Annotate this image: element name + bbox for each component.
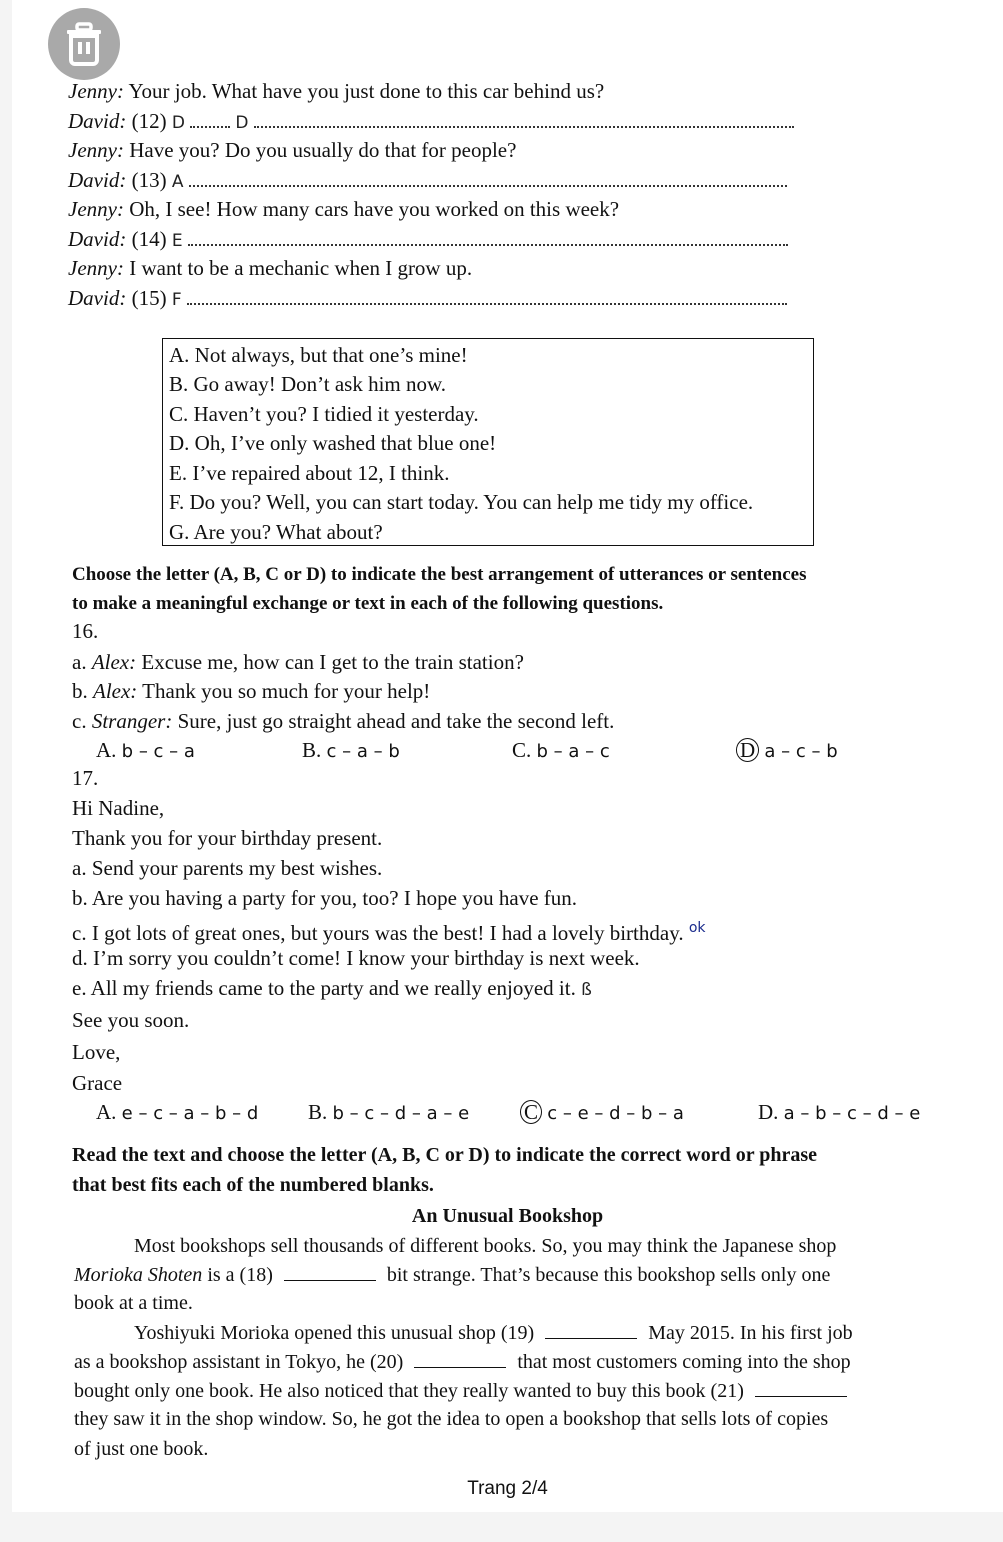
letter-closing: Love,	[72, 1040, 121, 1064]
handwritten-answer: D	[171, 113, 185, 133]
passage-line: book at a time.	[74, 1292, 193, 1314]
q17-item-e	[72, 975, 592, 1003]
item-text: Sure, just go straight ahead and take the second left.	[177, 709, 615, 733]
answer-letter: A.	[96, 1100, 117, 1124]
answer-line-13	[68, 167, 787, 195]
item-text: Thank you so much for your help!	[142, 679, 431, 703]
option-text: Not always, but that one’s mine!	[194, 343, 468, 367]
option-g	[169, 519, 383, 545]
option-text: Are you? What about?	[193, 520, 383, 544]
speaker: Jenny:	[68, 138, 124, 162]
handwritten-answer: A	[171, 172, 184, 192]
q16-answer-c[interactable]	[512, 737, 610, 765]
section-instruction: to make a meaningful exchange or text in each of the following questions.	[72, 593, 664, 614]
passage-line: they saw it in the shop window. So, he got the idea to open a bookshop that sells lots of copies	[74, 1408, 829, 1430]
answer-blank[interactable]	[188, 243, 788, 246]
q16-item-a	[72, 649, 524, 675]
option-a	[169, 342, 468, 368]
item-text: I got lots of great ones, but yours was the best! I had a lovely birthday.	[91, 921, 684, 945]
answer-text: e – c – a – b – d	[121, 1103, 259, 1124]
passage-text: as a bookshop assistant in Tokyo, he (20)	[74, 1351, 404, 1373]
answer-letter: B.	[302, 738, 322, 762]
answer-blank[interactable]	[187, 302, 787, 305]
option-letter: F.	[169, 490, 185, 514]
option-letter: E.	[169, 461, 188, 485]
section-instruction: that best fits each of the numbered blanks.	[72, 1174, 434, 1196]
handwritten-mark: D	[235, 113, 249, 133]
option-text: Haven’t you? I tidied it yesterday.	[193, 402, 479, 426]
item-label: b.	[72, 886, 88, 910]
passage-text: May 2015. In his first job	[648, 1322, 853, 1344]
answer-letter: A.	[96, 738, 117, 762]
answer-text: c – a – b	[326, 741, 400, 762]
response-options-box	[162, 338, 814, 546]
section-instruction: Choose the letter (A, B, C or D) to indicate the best arrangement of utterances or sentences	[72, 564, 807, 585]
answer-text: b – c – a	[121, 741, 195, 762]
answer-text: b – a – c	[536, 741, 610, 762]
answer-text: c – e – d – b – a	[547, 1103, 684, 1124]
circled-answer-mark: D	[736, 738, 759, 762]
option-letter: D.	[169, 431, 190, 455]
dialogue-text: Have you? Do you usually do that for people?	[129, 138, 517, 162]
dialogue-text: Oh, I see! How many cars have you worked on this week?	[129, 197, 620, 221]
answer-text: a – b – c – d – e	[783, 1103, 921, 1124]
q17-answer-d[interactable]	[758, 1099, 920, 1127]
question-number: (13)	[131, 168, 167, 192]
item-label: c.	[72, 921, 87, 945]
item-label: b.	[72, 679, 88, 703]
passage-text: is a (18)	[202, 1264, 273, 1286]
option-letter: G.	[169, 520, 190, 544]
passage-line	[134, 1320, 853, 1346]
q17-item-d	[72, 945, 640, 971]
blank-19[interactable]	[545, 1337, 637, 1339]
answer-letter: B.	[308, 1100, 328, 1124]
q17-answer-b[interactable]	[308, 1099, 469, 1127]
passage-title: An Unusual Bookshop	[411, 1205, 604, 1227]
blank-18[interactable]	[284, 1279, 376, 1281]
speaker: David:	[68, 286, 127, 310]
item-label: c.	[72, 709, 87, 733]
letter-closing: See you soon.	[72, 1008, 190, 1032]
letter-opening: Thank you for your birthday present.	[72, 826, 383, 850]
option-text: I’ve repaired about 12, I think.	[192, 461, 450, 485]
dialogue-text: I want to be a mechanic when I grow up.	[129, 256, 473, 280]
answer-line-12	[68, 108, 814, 136]
speaker: Alex:	[93, 679, 138, 703]
passage-line	[74, 1378, 853, 1404]
letter-greeting: Hi Nadine,	[72, 796, 165, 820]
item-text: I’m sorry you couldn’t come! I know your birthday is next week.	[93, 946, 640, 970]
item-label: a.	[72, 856, 87, 880]
option-d	[169, 430, 496, 456]
passage-line	[74, 1349, 851, 1375]
circled-answer-mark: C	[520, 1100, 542, 1124]
item-text: Excuse me, how can I get to the train station?	[141, 650, 524, 674]
option-e	[169, 460, 450, 486]
q17-item-c	[72, 915, 706, 946]
option-f	[169, 489, 753, 515]
option-text: Oh, I’ve only washed that blue one!	[194, 431, 497, 455]
q16-answer-d-selected[interactable]	[736, 737, 838, 765]
q16-answer-a[interactable]	[96, 737, 195, 765]
dialogue-line	[68, 78, 604, 104]
handwritten-answer: E	[171, 231, 183, 251]
dialogue-line	[68, 137, 516, 163]
answer-letter: C.	[512, 738, 532, 762]
handwritten-answer: F	[171, 290, 182, 310]
item-label: a.	[72, 650, 87, 674]
passage-line: of just one book.	[74, 1438, 209, 1460]
option-text: Go away! Don’t ask him now.	[193, 372, 447, 396]
q17-item-b	[72, 885, 577, 911]
passage-line	[74, 1262, 830, 1288]
speaker: Alex:	[91, 650, 137, 674]
speaker: Jenny:	[68, 79, 124, 103]
option-letter: B.	[169, 372, 189, 396]
dialogue-line	[68, 255, 472, 281]
blank-21[interactable]	[755, 1395, 847, 1397]
speaker: Jenny:	[68, 197, 124, 221]
question-number: (15)	[131, 286, 167, 310]
speaker: Jenny:	[68, 256, 124, 280]
item-text: All my friends came to the party and we really enjoyed it.	[90, 976, 576, 1000]
option-c	[169, 401, 479, 427]
q17-item-a	[72, 855, 382, 881]
shop-name: Morioka Shoten	[74, 1264, 203, 1286]
q16-item-c	[72, 708, 614, 734]
blank-20[interactable]	[414, 1366, 506, 1368]
answer-line-14	[68, 226, 788, 254]
option-b	[169, 371, 446, 397]
delete-button[interactable]	[48, 8, 120, 80]
item-text: Send your parents my best wishes.	[91, 856, 383, 880]
handwritten-note: ß	[581, 980, 592, 1000]
answer-line-15	[68, 285, 787, 313]
document-page	[12, 0, 1003, 1512]
passage-line: Most bookshops sell thousands of different books. So, you may think the Japanese shop	[134, 1235, 837, 1257]
option-letter: A.	[169, 343, 190, 367]
speaker: David:	[68, 168, 127, 192]
page-number: Trang 2/4	[467, 1478, 548, 1499]
letter-signature: Grace	[72, 1071, 123, 1095]
passage-text: Yoshiyuki Morioka opened this unusual shop (19)	[134, 1322, 535, 1344]
item-text: Are you having a party for you, too? I hope you have fun.	[91, 886, 578, 910]
handwritten-note: ok	[688, 920, 706, 936]
item-label: d.	[72, 946, 88, 970]
trash-icon	[64, 22, 104, 66]
answer-text: b – c – d – a – e	[332, 1103, 470, 1124]
option-text: Do you? Well, you can start today. You can help me tidy my office.	[189, 490, 754, 514]
dialogue-line	[68, 196, 619, 222]
answer-blank[interactable]	[254, 125, 794, 128]
speaker: David:	[68, 109, 127, 133]
passage-text: bit strange. That’s because this bookshop sells only one	[386, 1264, 831, 1286]
item-label: e.	[72, 976, 87, 1000]
answer-letter: D.	[758, 1100, 779, 1124]
question-number: 16.	[72, 619, 99, 643]
q16-answer-b[interactable]	[302, 737, 400, 765]
q17-answer-c-selected[interactable]	[520, 1099, 684, 1127]
answer-text: a – c – b	[764, 741, 838, 762]
question-number: 17.	[72, 766, 99, 790]
q16-item-b	[72, 678, 430, 704]
speaker: Stranger:	[91, 709, 173, 733]
question-number: (12)	[131, 109, 167, 133]
speaker: David:	[68, 227, 127, 251]
option-letter: C.	[169, 402, 189, 426]
passage-text: bought only one book. He also noticed that they really wanted to buy this book (21)	[74, 1380, 744, 1402]
dialogue-text: Your job. What have you just done to this car behind us?	[128, 79, 605, 103]
answer-blank[interactable]	[190, 125, 230, 128]
passage-text: that most customers coming into the shop	[517, 1351, 851, 1373]
answer-blank[interactable]	[189, 184, 787, 187]
question-number: (14)	[131, 227, 167, 251]
q17-answer-a[interactable]	[96, 1099, 258, 1127]
section-instruction: Read the text and choose the letter (A, B, C or D) to indicate the correct word or phrase	[72, 1144, 818, 1166]
